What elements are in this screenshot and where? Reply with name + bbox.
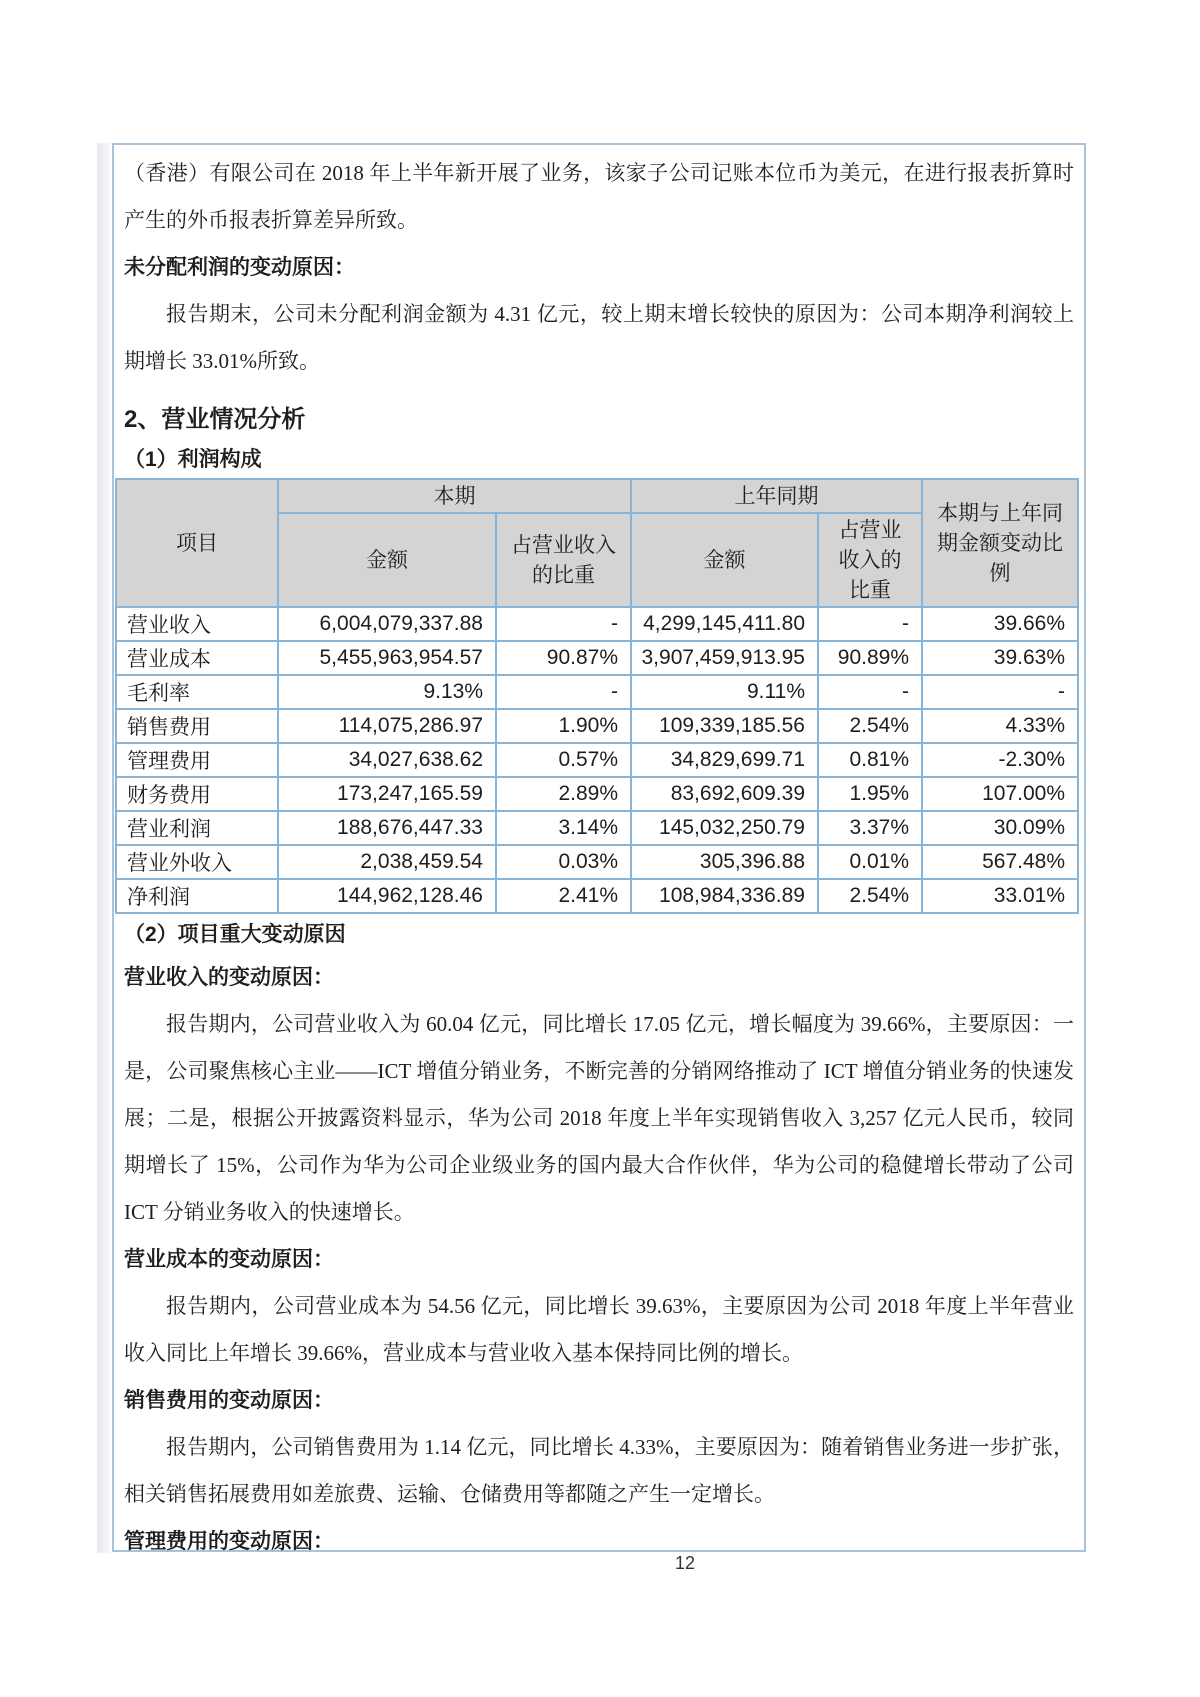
cell-prior-amount: 108,984,336.89 <box>631 879 818 913</box>
cell-item: 毛利率 <box>116 675 278 709</box>
header-prior-revenue-ratio: 占营业收入的比重 <box>818 513 922 607</box>
header-change-ratio: 本期与上年同期金额变动比例 <box>922 479 1078 607</box>
table-row <box>116 811 1078 845</box>
table-header-row-1 <box>116 479 1078 513</box>
table-row <box>116 743 1078 777</box>
cell-current-amount: 188,676,447.33 <box>278 811 496 845</box>
cell-change-ratio: 30.09% <box>922 811 1078 845</box>
page-number: 12 <box>674 1553 696 1573</box>
heading-admin-expense-change-reason: 管理费用的变动原因： <box>124 1530 334 1553</box>
heading-revenue-change-reason: 营业收入的变动原因： <box>124 966 334 989</box>
cell-current-ratio: 2.89% <box>496 777 631 811</box>
header-current-revenue-ratio: 占营业收入的比重 <box>496 513 631 607</box>
paragraph-undistributed-profit: 报告期末，公司未分配利润金额为 4.31 亿元，较上期末增长较快的原因为：公司本期净利润较上期增长 33.01%所致。 <box>124 302 1074 373</box>
cell-change-ratio: 39.66% <box>922 607 1078 641</box>
cell-current-ratio: 90.87% <box>496 641 631 675</box>
cell-current-amount: 9.13% <box>278 675 496 709</box>
cell-item: 净利润 <box>116 879 278 913</box>
heading-undistributed-profit: 未分配利润的变动原因： <box>124 256 355 279</box>
cell-prior-amount: 145,032,250.79 <box>631 811 818 845</box>
cell-item: 管理费用 <box>116 743 278 777</box>
cell-change-ratio: 107.00% <box>922 777 1078 811</box>
cell-change-ratio: 567.48% <box>922 845 1078 879</box>
cell-prior-amount: 34,829,699.71 <box>631 743 818 777</box>
profit-composition-table <box>115 478 1079 914</box>
cell-prior-ratio: 90.89% <box>818 641 922 675</box>
table-row <box>116 777 1078 811</box>
cell-item: 营业利润 <box>116 811 278 845</box>
heading-selling-expense-change-reason: 销售费用的变动原因： <box>124 1389 334 1412</box>
subsection-profit-composition: （1）利润构成 <box>124 448 262 471</box>
cell-prior-ratio: - <box>818 675 922 709</box>
paragraph-revenue-change-reason: 报告期内，公司营业收入为 60.04 亿元，同比增长 17.05 亿元，增长幅度为 39.66%，主要原因：一是，公司聚焦核心主业——ICT 增值分销业务，不断完善的分销网络推动了 ICT 增值分销业务的快速发展；二是，根据公开披露资料显示，华为公司 2018 年度上半年实现销售收入 3,257 亿元人民币，较同期增长了 15%，公司作为华为公司企业级业务的国内最大合作伙伴，华为公司的稳健增长带动了公司 ICT 分销业务收入的快速增长。 <box>124 1012 1074 1224</box>
cell-prior-ratio: 1.95% <box>818 777 922 811</box>
table-row <box>116 641 1078 675</box>
section-title-business-analysis: 2、营业情况分析 <box>124 406 306 433</box>
table-row <box>116 709 1078 743</box>
header-item: 项目 <box>116 479 278 607</box>
header-current-period: 本期 <box>278 479 631 513</box>
cell-change-ratio: - <box>922 675 1078 709</box>
table-row <box>116 675 1078 709</box>
cell-prior-amount: 305,396.88 <box>631 845 818 879</box>
cell-current-ratio: 3.14% <box>496 811 631 845</box>
table-row <box>116 879 1078 913</box>
cell-current-ratio: - <box>496 675 631 709</box>
cell-prior-ratio: 2.54% <box>818 709 922 743</box>
cell-item: 营业收入 <box>116 607 278 641</box>
table-row <box>116 845 1078 879</box>
cell-item: 财务费用 <box>116 777 278 811</box>
cell-current-ratio: - <box>496 607 631 641</box>
header-prior-amount: 金额 <box>631 513 818 607</box>
cell-prior-ratio: 2.54% <box>818 879 922 913</box>
content-frame <box>112 143 1086 1552</box>
cell-prior-amount: 83,692,609.39 <box>631 777 818 811</box>
cell-current-amount: 144,962,128.46 <box>278 879 496 913</box>
cell-prior-ratio: 0.81% <box>818 743 922 777</box>
cell-prior-ratio: 0.01% <box>818 845 922 879</box>
subsection-change-reasons: （2）项目重大变动原因 <box>124 923 346 946</box>
cell-current-amount: 5,455,963,954.57 <box>278 641 496 675</box>
cell-change-ratio: 33.01% <box>922 879 1078 913</box>
cell-prior-amount: 4,299,145,411.80 <box>631 607 818 641</box>
cell-prior-ratio: - <box>818 607 922 641</box>
cell-change-ratio: -2.30% <box>922 743 1078 777</box>
cell-current-ratio: 0.03% <box>496 845 631 879</box>
table-row <box>116 607 1078 641</box>
header-prior-period: 上年同期 <box>631 479 922 513</box>
cell-prior-ratio: 3.37% <box>818 811 922 845</box>
cell-current-amount: 2,038,459.54 <box>278 845 496 879</box>
paragraph-cost-change-reason: 报告期内，公司营业成本为 54.56 亿元，同比增长 39.63%，主要原因为公司 2018 年度上半年营业收入同比上年增长 39.66%，营业成本与营业收入基本保持同比例的增长。 <box>124 1294 1074 1365</box>
cell-current-amount: 114,075,286.97 <box>278 709 496 743</box>
cell-change-ratio: 39.63% <box>922 641 1078 675</box>
cell-current-ratio: 2.41% <box>496 879 631 913</box>
cell-current-amount: 34,027,638.62 <box>278 743 496 777</box>
cell-prior-amount: 3,907,459,913.95 <box>631 641 818 675</box>
cell-change-ratio: 4.33% <box>922 709 1078 743</box>
page-edge-shadow <box>97 143 110 1553</box>
cell-item: 营业外收入 <box>116 845 278 879</box>
cell-prior-amount: 9.11% <box>631 675 818 709</box>
paragraph-selling-expense-change-reason: 报告期内，公司销售费用为 1.14 亿元，同比增长 4.33%，主要原因为：随着销售业务进一步扩张，相关销售拓展费用如差旅费、运输、仓储费用等都随之产生一定增长。 <box>124 1435 1074 1506</box>
heading-cost-change-reason: 营业成本的变动原因： <box>124 1248 334 1271</box>
cell-current-amount: 6,004,079,337.88 <box>278 607 496 641</box>
cell-current-ratio: 1.90% <box>496 709 631 743</box>
cell-current-amount: 173,247,165.59 <box>278 777 496 811</box>
cell-current-ratio: 0.57% <box>496 743 631 777</box>
paragraph-fx-translation: （香港）有限公司在 2018 年上半年新开展了业务，该家子公司记账本位币为美元，在进行报表折算时产生的外币报表折算差异所致。 <box>124 161 1074 232</box>
cell-item: 销售费用 <box>116 709 278 743</box>
cell-prior-amount: 109,339,185.56 <box>631 709 818 743</box>
header-current-amount: 金额 <box>278 513 496 607</box>
cell-item: 营业成本 <box>116 641 278 675</box>
